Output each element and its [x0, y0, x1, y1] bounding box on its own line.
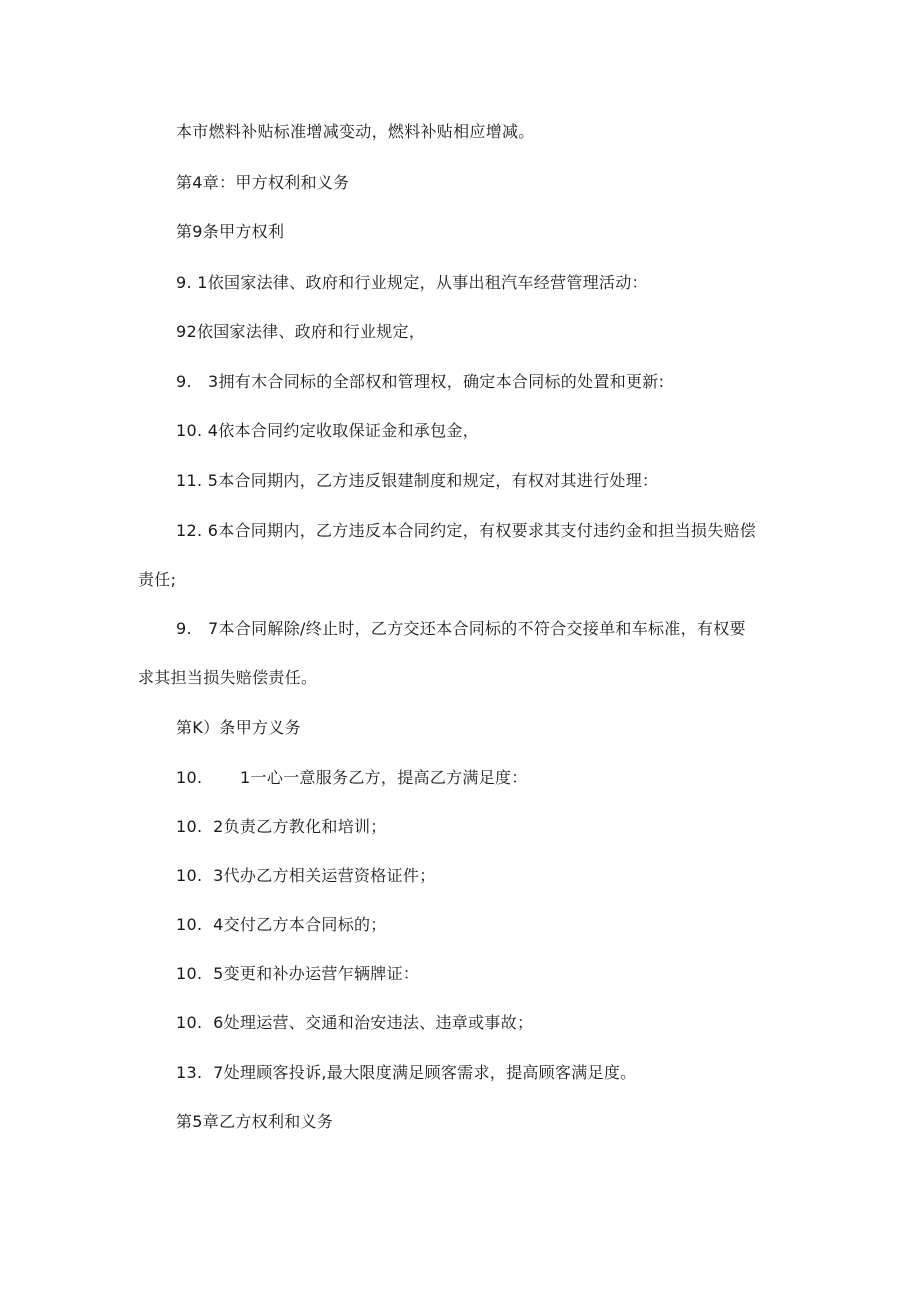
chapter-heading-4: 第4章：甲方权利和义务: [176, 173, 350, 192]
clause-10-3: 10. 3代办乙方相关运营资格证件；: [176, 866, 436, 885]
clause-10-5: 10. 5变更和补办运营乍辆牌证：: [176, 964, 420, 983]
clause-11-5: 11. 5本合同期内，乙方违反银建制度和规定，有权对其进行处理：: [176, 471, 659, 490]
clause-9-3: 9. 3拥有木合同标的全部权和管理权，确定本合同标的处置和更新:: [176, 372, 665, 391]
chapter-heading-5: 第5章乙方权利和义务: [176, 1112, 334, 1131]
clause-12-6-continued: 责任;: [138, 570, 177, 589]
clause-9-2: 92依国家法律、政府和行业规定，: [176, 322, 426, 341]
clause-9-1: 9. 1依国家法律、政府和行业规定，从事出租汽车经营管理活动：: [176, 273, 648, 292]
clause-13-7: 13. 7处理顾客投诉,最大限度满足顾客需求，提高顾客满足度。: [176, 1063, 637, 1082]
clause-12-6: 12. 6本合同期内，乙方违反本合同约定，有权要求其支付违约金和担当损失赔偿: [176, 521, 757, 540]
clause-10-1: 10. 1一心一意服务乙方，提高乙方满足度：: [176, 768, 528, 787]
clause-10-4: 10. 4依本合同约定收取保证金和承包金，: [176, 421, 480, 440]
clause-9-7-continued: 求其担当损失赔偿责任。: [138, 668, 318, 687]
clause-9-7: 9. 7本合同解除/终止时，乙方交还本合同标的不符合交接单和车标准，有权要: [176, 619, 746, 638]
paragraph-fuel-subsidy: 本市燃料补贴标准增减变动，燃料补贴相应增减。: [176, 122, 535, 141]
clause-10-2: 10. 2负责乙方教化和培训；: [176, 817, 387, 836]
article-heading-9: 第9条甲方权利: [176, 222, 285, 241]
clause-10-4b: 10. 4交付乙方本合同标的；: [176, 915, 387, 934]
clause-10-6: 10. 6处理运营、交通和治安违法、违章或事故；: [176, 1013, 534, 1032]
article-heading-10: 第K）条甲方义务: [176, 718, 301, 737]
